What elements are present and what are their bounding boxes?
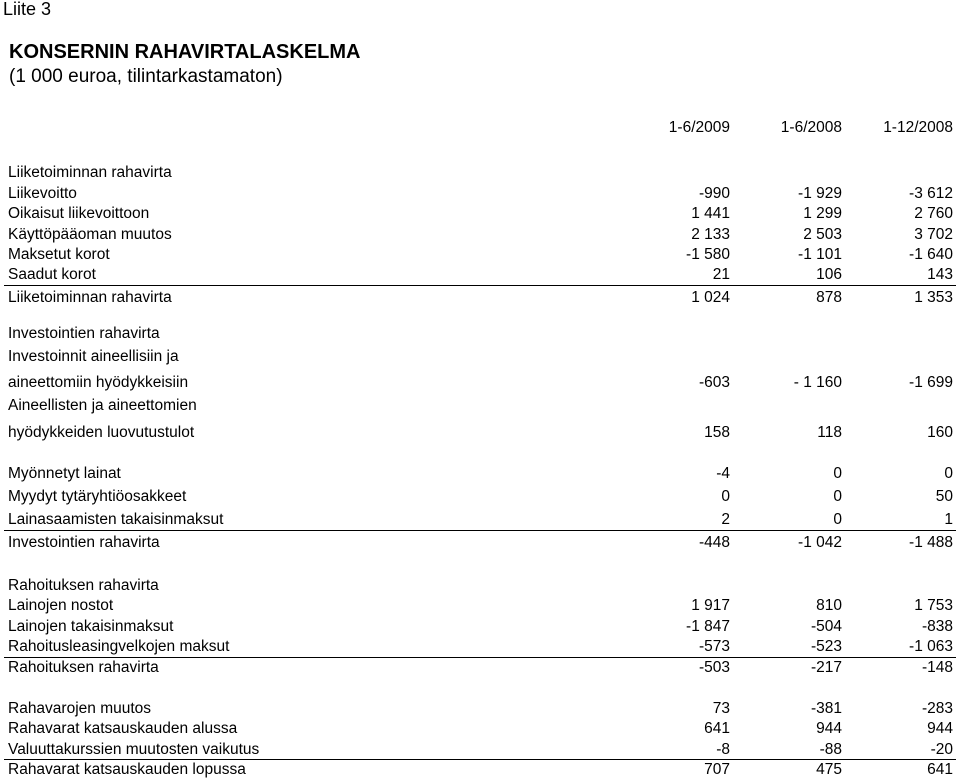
subtotal-row (0, 658, 960, 678)
cell-value: 2 (721, 511, 730, 528)
row-label: Investointien rahavirta (8, 534, 160, 551)
row-label: Investoinnit aineellisiin ja (8, 348, 179, 365)
cell-value: -503 (698, 659, 730, 676)
row-label: Myönnetyt lainat (8, 465, 121, 482)
subtotal-row (0, 533, 960, 553)
table-row (0, 719, 960, 739)
table-row (0, 324, 960, 344)
subtotal-row (0, 288, 960, 308)
cell-value: -504 (810, 618, 842, 635)
row-label: Aineellisten ja aineettomien (8, 397, 197, 414)
cell-value: -148 (921, 659, 953, 676)
row-label: Käyttöpääoman muutos (8, 226, 172, 243)
column-header: 1-6/2009 (668, 119, 730, 136)
table-row (0, 423, 960, 443)
row-label: Rahoitusleasingvelkojen maksut (8, 638, 230, 655)
cell-value: -8 (716, 741, 730, 758)
subtotal-rule (4, 285, 956, 286)
row-label: Rahavarojen muutos (8, 700, 152, 717)
cell-value: 1 024 (691, 289, 730, 306)
cell-value: -573 (698, 638, 730, 655)
table-row (0, 347, 960, 367)
row-label: Rahavarat katsauskauden lopussa (8, 761, 246, 778)
cell-value: 2 133 (691, 226, 730, 243)
table-row (0, 373, 960, 393)
cell-value: 118 (817, 424, 842, 441)
cell-value: -1 488 (909, 534, 953, 551)
table-row (0, 265, 960, 285)
cell-value: 1 (944, 511, 953, 528)
cell-value: -1 042 (798, 534, 842, 551)
cell-value: 0 (721, 488, 730, 505)
table-row (0, 637, 960, 657)
cell-value: 1 299 (803, 205, 842, 222)
cell-value: 2 503 (803, 226, 842, 243)
table-row (0, 204, 960, 224)
cell-value: -3 612 (909, 185, 953, 202)
cell-value: 641 (927, 761, 953, 778)
appendix-label: Liite 3 (3, 0, 52, 19)
row-label: Oikaisut liikevoittoon (8, 205, 150, 222)
cell-value: 21 (712, 266, 730, 283)
cell-value: -1 063 (909, 638, 953, 655)
cell-value: 3 702 (914, 226, 953, 243)
table-row (0, 596, 960, 616)
row-label: Rahoituksen rahavirta (8, 577, 159, 594)
row-label: Rahavarat katsauskauden alussa (8, 720, 238, 737)
table-row (0, 576, 960, 596)
row-label: Saadut korot (8, 266, 96, 283)
cell-value: 1 353 (914, 289, 953, 306)
cell-value: 50 (935, 488, 953, 505)
table-row (0, 225, 960, 245)
table-row (0, 510, 960, 530)
cell-value: 106 (816, 266, 842, 283)
cell-value: 2 760 (914, 205, 953, 222)
cell-value: 1 917 (691, 597, 730, 614)
cell-value: -603 (698, 374, 730, 391)
cell-value: -448 (698, 534, 730, 551)
table-row (0, 699, 960, 719)
row-label: Lainojen nostot (8, 597, 114, 614)
row-label: Lainasaamisten takaisinmaksut (8, 511, 224, 528)
row-label: Valuuttakurssien muutosten vaikutus (8, 741, 260, 758)
cell-value: - 1 160 (793, 374, 842, 391)
cell-value: 810 (816, 597, 842, 614)
row-label: Myydyt tytäryhtiöosakkeet (8, 488, 187, 505)
subtotal-rule (4, 530, 956, 531)
cell-value: 641 (704, 720, 730, 737)
cell-value: 0 (833, 488, 842, 505)
cell-value: 1 753 (914, 597, 953, 614)
cell-value: -1 929 (798, 185, 842, 202)
cell-value: -4 (716, 465, 730, 482)
row-label: Lainojen takaisinmaksut (8, 618, 174, 635)
row-label: Maksetut korot (8, 246, 110, 263)
cell-value: 0 (944, 465, 953, 482)
table-row (0, 617, 960, 637)
row-label: Liikevoitto (8, 185, 77, 202)
table-row (0, 487, 960, 507)
row-label: Liiketoiminnan rahavirta (8, 164, 172, 181)
cell-value: -20 (930, 741, 953, 758)
cell-value: -88 (819, 741, 842, 758)
cell-value: 158 (704, 424, 730, 441)
cell-value: -1 699 (909, 374, 953, 391)
report-title: KONSERNIN RAHAVIRTALASKELMA (9, 41, 361, 63)
total-row (0, 760, 960, 780)
row-label: Rahoituksen rahavirta (8, 659, 159, 676)
cell-value: 0 (833, 511, 842, 528)
column-header: 1-12/2008 (883, 119, 953, 136)
row-label: Liiketoiminnan rahavirta (8, 289, 172, 306)
cell-value: 944 (927, 720, 953, 737)
table-row (0, 740, 960, 760)
column-header-row (0, 118, 960, 138)
report-subtitle: (1 000 euroa, tilintarkastamaton) (9, 66, 283, 87)
cell-value: 944 (816, 720, 842, 737)
cell-value: -283 (921, 700, 953, 717)
cell-value: -1 580 (686, 246, 730, 263)
cell-value: -381 (810, 700, 842, 717)
cell-value: 160 (927, 424, 953, 441)
row-label: aineettomiin hyödykkeisiin (8, 374, 189, 391)
table-row (0, 163, 960, 183)
cell-value: -1 101 (798, 246, 842, 263)
row-label: Investointien rahavirta (8, 325, 160, 342)
table-row (0, 464, 960, 484)
column-header: 1-6/2008 (780, 119, 842, 136)
cell-value: -990 (698, 185, 730, 202)
cell-value: 475 (816, 761, 842, 778)
table-row (0, 245, 960, 265)
cell-value: 707 (704, 761, 730, 778)
row-label: hyödykkeiden luovutustulot (8, 424, 195, 441)
cell-value: -838 (921, 618, 953, 635)
cell-value: 0 (833, 465, 842, 482)
cell-value: -1 640 (909, 246, 953, 263)
table-row (0, 396, 960, 416)
cell-value: -523 (810, 638, 842, 655)
table-row (0, 184, 960, 204)
cell-value: 1 441 (691, 205, 730, 222)
cell-value: -1 847 (686, 618, 730, 635)
cell-value: -217 (810, 659, 842, 676)
cell-value: 143 (927, 266, 953, 283)
cell-value: 878 (816, 289, 842, 306)
cell-value: 73 (712, 700, 730, 717)
